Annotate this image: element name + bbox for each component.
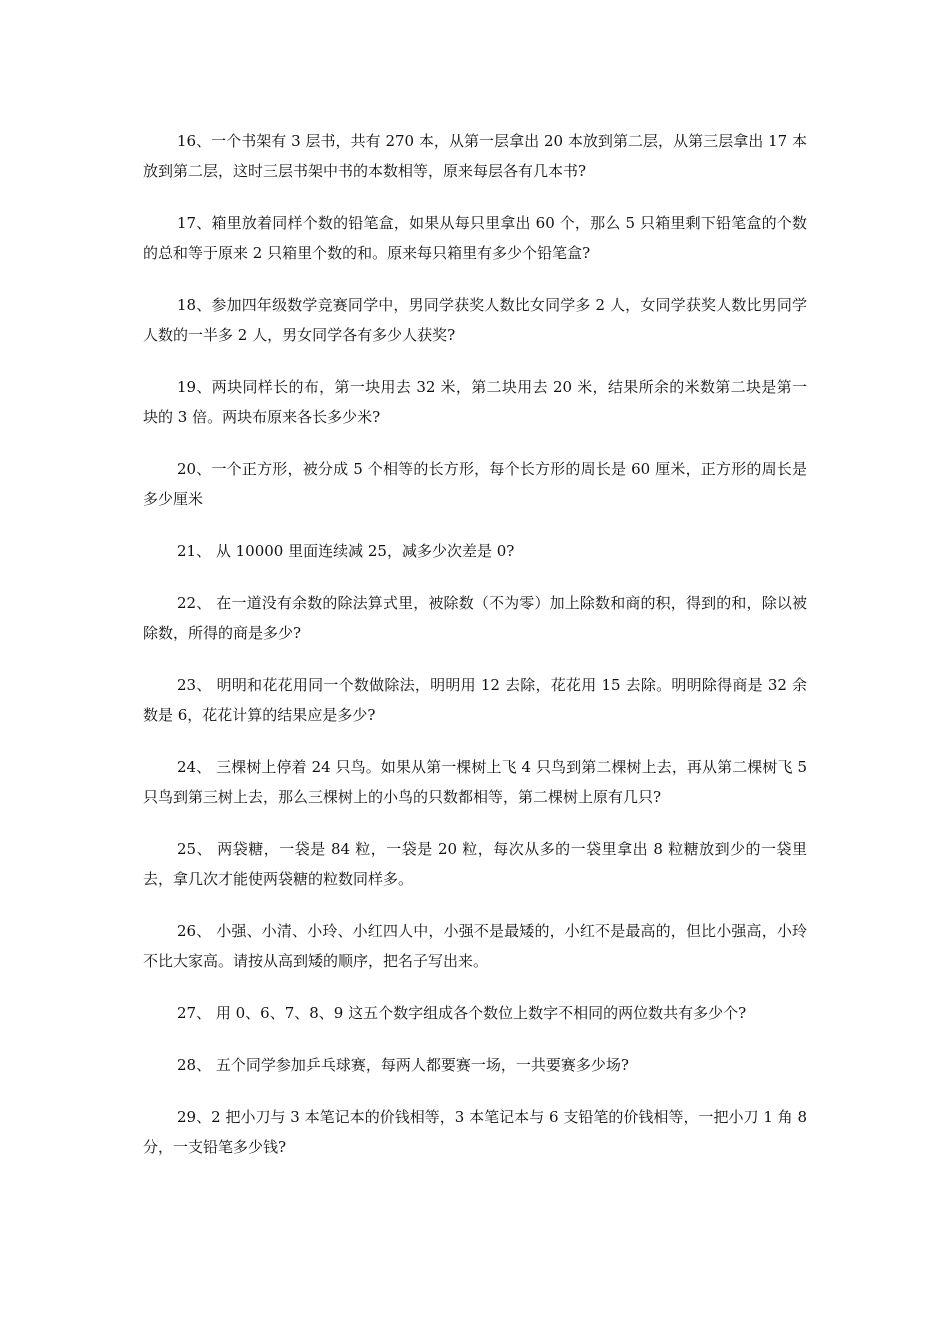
problem-28: 28、 五个同学参加乒乓球赛，每两人都要赛一场，一共要赛多少场? xyxy=(177,1056,629,1074)
problem-16: 16、一个书架有 3 层书，共有 270 本，从第一层拿出 20 本放到第二层，从第三层拿出 17 本放到第二层，这时三层书架中书的本数相等，原来每层各有几本书? xyxy=(143,132,807,180)
problem-26: 26、 小强、小清、小玲、小红四人中，小强不是最矮的，小红不是最高的，但比小强高，小玲不比大家高。请按从高到矮的顺序，把名子写出来。 xyxy=(143,922,807,970)
problem-27: 27、 用 0、6、7、8、9 这五个数字组成各个数位上数字不相同的两位数共有多少个? xyxy=(177,1004,747,1022)
problem-24: 24、 三棵树上停着 24 只鸟。如果从第一棵树上飞 4 只鸟到第二棵树上去，再从第二棵树飞 5 只鸟到第三树上去，那么三棵树上的小鸟的只数都相等，第二棵树上原有几只? xyxy=(143,758,807,806)
problem-22: 22、 在一道没有余数的除法算式里，被除数（不为零）加上除数和商的积，得到的和，除以被除数，所得的商是多少? xyxy=(143,594,807,642)
problem-18: 18、参加四年级数学竞赛同学中，男同学获奖人数比女同学多 2 人，女同学获奖人数比男同学人数的一半多 2 人，男女同学各有多少人获奖? xyxy=(143,296,807,344)
problem-19: 19、两块同样长的布，第一块用去 32 米，第二块用去 20 米，结果所余的米数第二块是第一块的 3 倍。两块布原来各长多少米? xyxy=(143,378,807,426)
problem-29: 29、2 把小刀与 3 本笔记本的价钱相等，3 本笔记本与 6 支铅笔的价钱相等，一把小刀 1 角 8 分，一支铅笔多少钱? xyxy=(143,1108,807,1156)
problem-list xyxy=(143,126,807,1162)
problem-23: 23、 明明和花花用同一个数做除法，明明用 12 去除，花花用 15 去除。明明除得商是 32 余数是 6，花花计算的结果应是多少? xyxy=(143,676,807,724)
problem-25: 25、 两袋糖，一袋是 84 粒，一袋是 20 粒，每次从多的一袋里拿出 8 粒糖放到少的一袋里去，拿几次才能使两袋糖的粒数同样多。 xyxy=(143,840,807,888)
problem-21: 21、 从 10000 里面连续减 25，减多少次差是 0? xyxy=(177,542,515,560)
problem-20: 20、一个正方形，被分成 5 个相等的长方形，每个长方形的周长是 60 厘米，正方形的周长是多少厘米 xyxy=(143,460,807,508)
problem-17: 17、箱里放着同样个数的铅笔盒，如果从每只里拿出 60 个，那么 5 只箱里剩下铅笔盒的个数的总和等于原来 2 只箱里个数的和。原来每只箱里有多少个铅笔盒? xyxy=(143,214,807,262)
